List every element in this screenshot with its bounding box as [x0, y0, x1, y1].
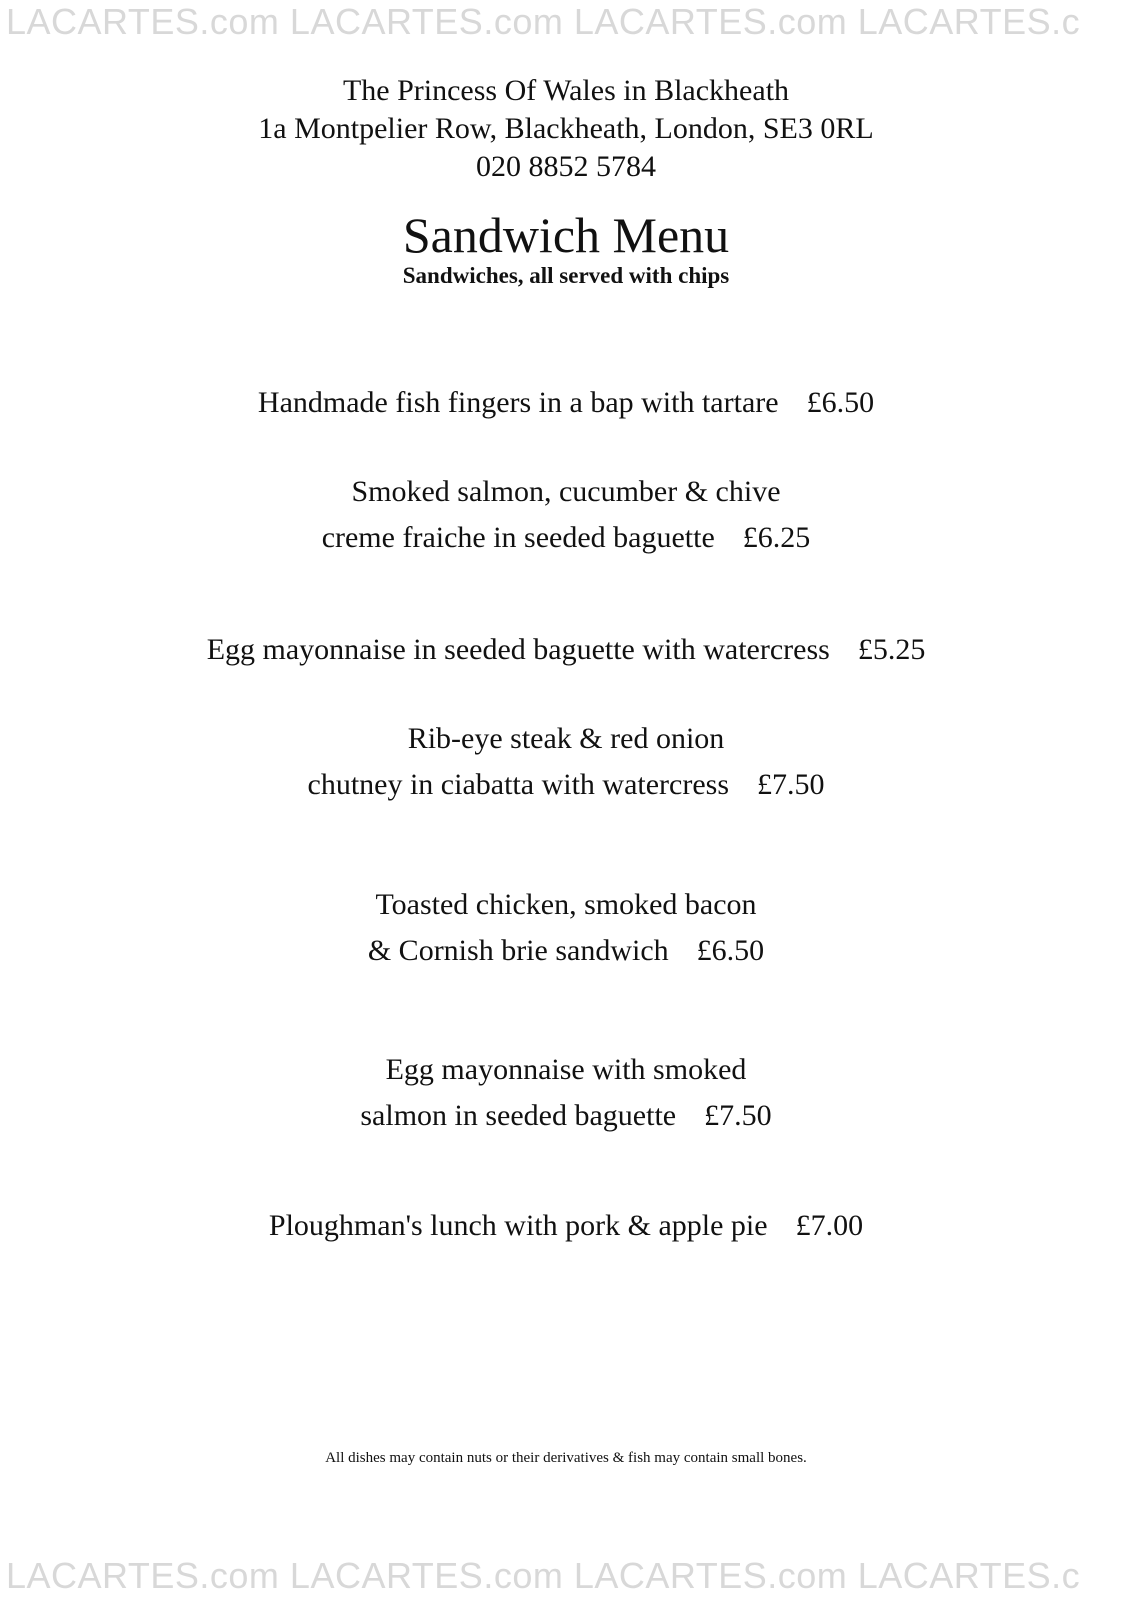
menu-subtitle: Sandwiches, all served with chips: [402, 263, 730, 288]
menu-item-price: £6.50: [696, 934, 765, 967]
menu-item-name-cont: & Cornish brie sandwich: [367, 934, 669, 967]
menu-item-price: £7.00: [795, 1209, 864, 1242]
menu-item: [0, 469, 1132, 561]
restaurant-name: The Princess Of Wales in Blackheath: [342, 74, 790, 107]
menu-item: [0, 1047, 1132, 1139]
menu-item-name: Handmade fish fingers in a bap with tartare: [257, 386, 779, 419]
menu-item: [0, 716, 1132, 808]
watermark-bottom: LACARTES.com LACARTES.com LACARTES.com LACARTES.c: [6, 1556, 1081, 1596]
menu-item-name: Ploughman's lunch with pork & apple pie: [268, 1209, 768, 1242]
menu-item: [0, 882, 1132, 974]
restaurant-address: 1a Montpelier Row, Blackheath, London, SE3 0RL: [258, 112, 874, 145]
menu-item-name: Egg mayonnaise with smoked: [385, 1053, 747, 1086]
menu-item-name-cont: salmon in seeded baguette: [360, 1099, 677, 1132]
menu-item: [0, 380, 1132, 426]
menu-item-price: £5.25: [857, 633, 926, 666]
menu-item-name: Rib-eye steak & red onion: [407, 722, 725, 755]
allergen-disclaimer: All dishes may contain nuts or their derivatives & fish may contain small bones.: [325, 1450, 807, 1466]
menu-item-price: £7.50: [757, 768, 825, 801]
menu-item-name: Smoked salmon, cucumber & chive: [351, 475, 781, 508]
watermark-top: LACARTES.com LACARTES.com LACARTES.com LACARTES.c: [6, 2, 1081, 42]
menu-item-name: Toasted chicken, smoked bacon: [375, 888, 757, 921]
menu-item: [0, 1203, 1132, 1249]
restaurant-phone: 020 8852 5784: [476, 150, 656, 183]
menu-item-name: Egg mayonnaise in seeded baguette with watercress: [206, 633, 830, 666]
menu-item-price: £6.50: [806, 386, 875, 419]
menu-title: Sandwich Menu: [402, 207, 730, 263]
menu-item: [0, 627, 1132, 673]
menu-item-name-cont: creme fraiche in seeded baguette: [321, 521, 715, 554]
menu-item-price: £6.25: [742, 521, 811, 554]
menu-item-name-cont: chutney in ciabatta with watercress: [307, 768, 729, 801]
menu-item-price: £7.50: [704, 1099, 772, 1132]
restaurant-header: [0, 72, 1132, 186]
